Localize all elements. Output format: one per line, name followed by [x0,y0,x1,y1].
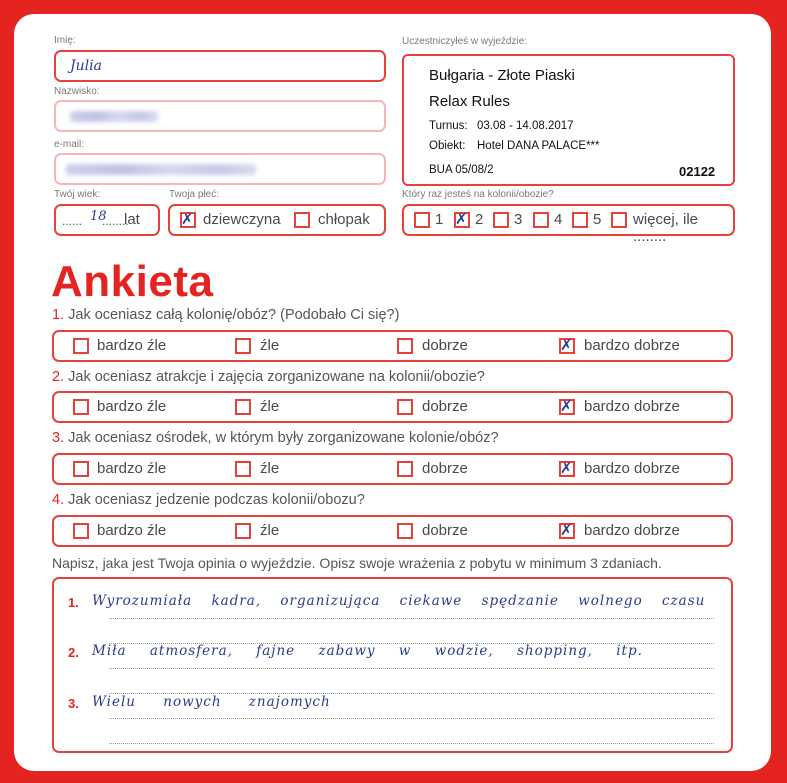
q3-checkbox-zle[interactable] [235,461,251,477]
survey-title: Ankieta [51,257,214,306]
q3-label-zle: źle [260,460,280,477]
q3-checkbox-bardzo-zle[interactable] [73,461,89,477]
trip-label: Uczestniczyłeś w wyjeździe: [402,36,528,47]
age-label: Twój wiek: [54,189,101,200]
opinion-field[interactable] [52,577,733,753]
question-3-options [52,453,733,485]
q3-label-dobrze: dobrze [422,460,468,477]
opinion-1-number: 1. [68,595,79,610]
opinion-3-number: 3. [68,696,79,711]
q2-label-dobrze: dobrze [422,398,468,415]
q1-label-zle: źle [260,337,280,354]
trip-turnus-value: 03.08 - 14.08.2017 [477,120,574,132]
q4-label-dobrze: dobrze [422,522,468,539]
question-1 [52,307,399,323]
question-2-number: 2. [52,369,65,385]
q4-checkbox-dobrze[interactable] [397,523,413,539]
question-4-number: 4. [52,492,65,508]
q4-label-bardzo-dobrze: bardzo dobrze [584,522,680,539]
trip-info-box [402,54,735,186]
gender-checkbox-male[interactable] [294,212,310,228]
question-4-options [52,515,733,547]
opinion-prompt: Napisz, jaka jest Twoja opinia o wyjeździe. Opisz swoje wrażenia z pobytu w minimum 3 zdaniach. [52,555,662,571]
q3-label-bardzo-dobrze: bardzo dobrze [584,460,680,477]
q1-checkbox-zle[interactable] [235,338,251,354]
trip-program: Relax Rules [429,93,510,110]
trip-code: BUA 05/08/2 [429,164,494,176]
email-redacted [66,164,256,175]
q2-label-bardzo-dobrze: bardzo dobrze [584,398,680,415]
q2-label-bardzo-zle: bardzo źle [97,398,167,415]
times-checkbox-1[interactable] [414,212,430,228]
opinion-2-text: Miła atmosfera, fajne zabawy w wodzie, shopping, itp. [92,643,643,659]
gender-label-male: chłopak [318,211,370,228]
email-label: e-mail: [54,139,85,150]
times-checkbox-2[interactable] [454,212,470,228]
check-mark-icon: ✗ [560,336,573,354]
trip-turnus-label: Turnus: [429,120,468,132]
opinion-line-3 [109,668,714,669]
times-label-3: 3 [514,211,523,228]
opinion-3-text: Wielu nowych znajomych [92,694,331,710]
age-field[interactable] [54,204,160,236]
age-value: 18 [90,209,107,224]
name-value: Julia [70,58,102,74]
q2-checkbox-zle[interactable] [235,399,251,415]
q1-label-bardzo-zle: bardzo źle [97,337,167,354]
q4-checkbox-zle[interactable] [235,523,251,539]
check-mark-icon: ✗ [181,210,194,228]
times-checkbox-3[interactable] [493,212,509,228]
q4-label-bardzo-zle: bardzo źle [97,522,167,539]
opinion-line-6 [109,743,714,744]
q2-checkbox-dobrze[interactable] [397,399,413,415]
surname-redacted [70,111,158,122]
q3-label-bardzo-zle: bardzo źle [97,460,167,477]
times-checkbox-more[interactable] [611,212,627,228]
trip-destination: Bułgaria - Złote Piaski [429,67,575,84]
q3-checkbox-dobrze[interactable] [397,461,413,477]
trip-object-label: Obiekt: [429,140,466,152]
question-1-text: Jak oceniasz całą kolonię/obóz? (Podobało Ci się?) [68,307,400,323]
q1-checkbox-dobrze[interactable] [397,338,413,354]
name-field[interactable] [54,50,386,82]
question-4 [52,492,365,508]
question-2-text: Jak oceniasz atrakcje i zajęcia zorganizowane na kolonii/obozie? [68,369,485,385]
opinion-2-number: 2. [68,645,79,660]
times-checkbox-4[interactable] [533,212,549,228]
gender-label: Twoja płeć: [169,189,220,200]
q3-checkbox-bardzo-dobrze[interactable] [559,461,575,477]
q4-checkbox-bardzo-zle[interactable] [73,523,89,539]
survey-sheet [14,14,771,771]
q4-checkbox-bardzo-dobrze[interactable] [559,523,575,539]
question-1-options [52,330,733,362]
q1-checkbox-bardzo-zle[interactable] [73,338,89,354]
trip-object-value: Hotel DANA PALACE*** [477,140,600,152]
surname-label: Nazwisko: [54,86,100,97]
check-mark-icon: ✗ [455,210,468,228]
question-3-text: Jak oceniasz ośrodek, w którym były zorganizowane kolonie/obóz? [68,430,499,446]
check-mark-icon: ✗ [560,459,573,477]
q1-checkbox-bardzo-dobrze[interactable] [559,338,575,354]
times-field [402,204,735,245]
opinion-line-1 [109,618,714,619]
opinion-1-text: Wyrozumiała kadra, organizująca ciekawe spędzanie wolnego czasu [92,593,706,609]
q2-checkbox-bardzo-zle[interactable] [73,399,89,415]
question-4-text: Jak oceniasz jedzenie podczas kolonii/obozu? [68,492,365,508]
times-label-4: 4 [554,211,563,228]
gender-checkbox-female[interactable] [180,212,196,228]
check-mark-icon: ✗ [560,521,573,539]
trip-number: 02122 [679,164,716,179]
age-unit: lat [124,211,140,228]
question-2-options [52,391,733,423]
times-label-2: 2 [475,211,484,228]
gender-label-female: dziewczyna [203,211,281,228]
email-field[interactable] [54,153,386,185]
gender-field [168,204,386,236]
times-label-5: 5 [593,211,602,228]
surname-field[interactable] [54,100,386,132]
times-label: Który raz jesteś na kolonii/obozie? [402,189,554,200]
q1-label-bardzo-dobrze: bardzo dobrze [584,337,680,354]
check-mark-icon: ✗ [560,397,573,415]
times-label-1: 1 [435,211,444,228]
name-label: Imię: [54,35,76,46]
question-3-number: 3. [52,430,65,446]
age-dots-right: ........ [102,214,129,228]
question-2 [52,369,485,385]
question-3 [52,430,499,446]
opinion-line-5 [109,718,714,719]
q2-checkbox-bardzo-dobrze[interactable] [559,399,575,415]
q2-label-zle: źle [260,398,280,415]
question-1-number: 1. [52,307,65,323]
q4-label-zle: źle [260,522,280,539]
age-dots-left: ...... [62,214,83,228]
q1-label-dobrze: dobrze [422,337,468,354]
times-checkbox-5[interactable] [572,212,588,228]
times-label-more: więcej, ile ........ [633,211,699,245]
